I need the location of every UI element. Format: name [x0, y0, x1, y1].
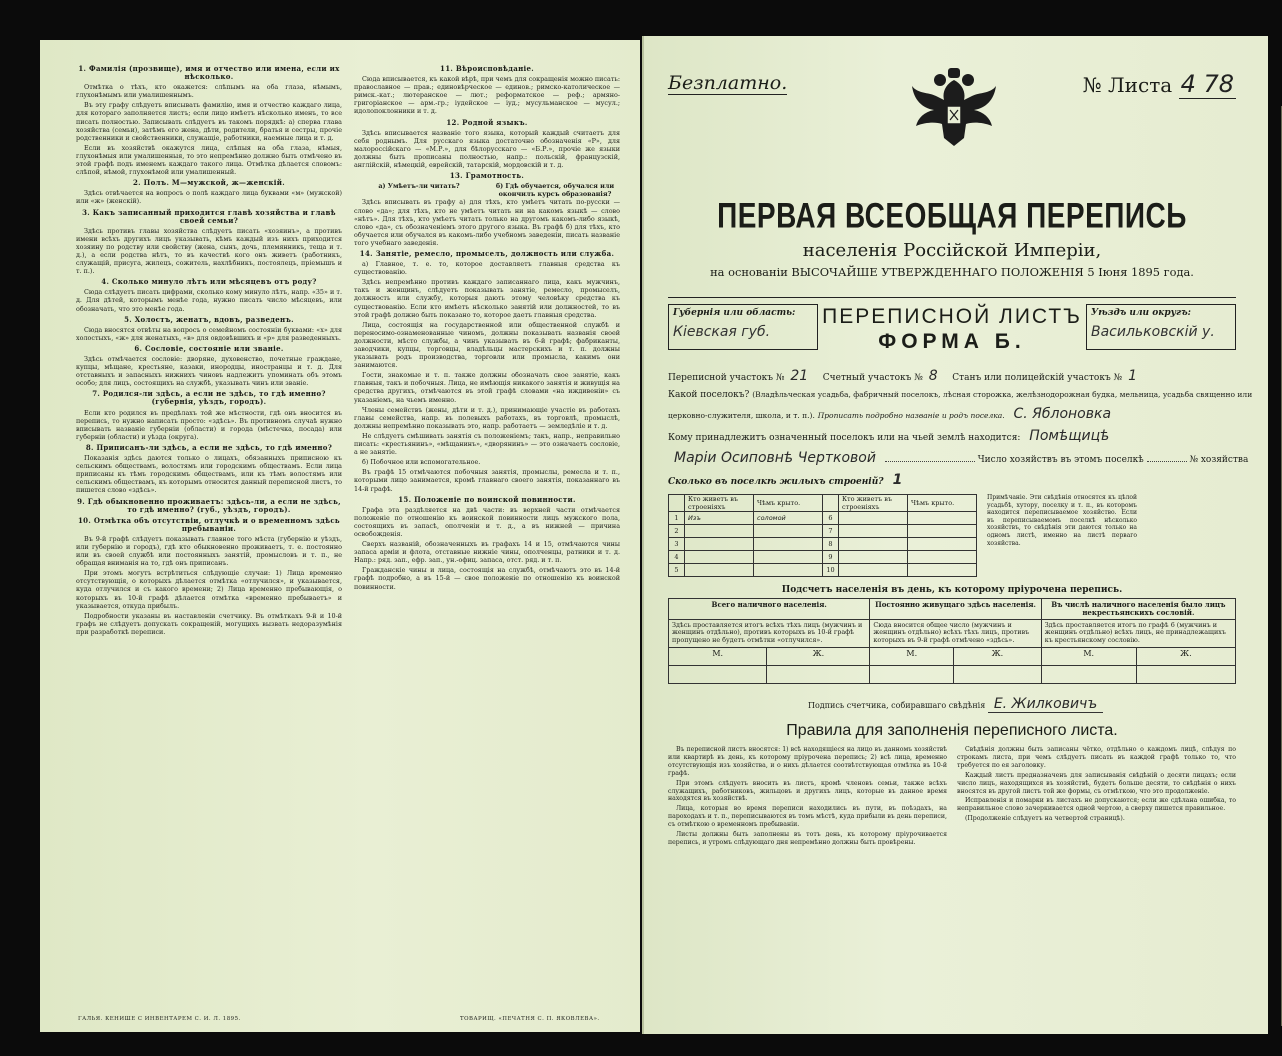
rule-paragraph: При этомъ слѣдуетъ вносить въ листъ, кромѣ членовъ семьи, также всѣхъ служащихъ, работниковъ, жильцовъ и другихъ лицъ, которые въ данное время находятся въ хозяйствѣ. [668, 779, 947, 803]
instruction-paragraph: б) Побочное или вспомогательное. [362, 458, 481, 467]
instruction-heading: 15. Положеніе по воинской повинности. [398, 494, 576, 504]
settlement-label: Какой поселокъ? [668, 390, 750, 400]
house-number: 5 [669, 564, 685, 577]
instruction-paragraph: Здѣсь отвѣчается на вопросъ о полѣ каждаго лица буквами «м» (мужской) или «ж» (женскій). [76, 189, 342, 206]
right-page-census-form [642, 36, 1268, 1034]
owner-row [668, 428, 1236, 444]
instruction-paragraph: Въ эту графу слѣдуетъ вписывать фамилію, имя и отчество каждаго лица, для котораго заполняется листъ; если лицо имѣетъ нѣсколько именъ, то все писать полностью. Записывать слѣдуетъ въ такомъ порядкѣ: а) сперва глава хозяйства (семьи), затѣмъ его жена, дѣти, родители, братья и сестры, прочіе родственники и свойственники, служащіе, работники, наемные лица и т. д. [76, 101, 342, 142]
household-number-label: № хозяйства [1189, 455, 1249, 465]
house-number: 7 [823, 525, 839, 538]
instruction-paragraph: Гости, знакомые и т. п. также должны обозначать свое занятіе, какъ главныя, такъ и побочныя. Лица, не имѣющія никакого занятія и живущія на средства другихъ, отмѣчаются въ этой графѣ словами «на иждивеніи» съ указаніемъ, на чьемъ именно. [354, 371, 620, 404]
printer-footer-left: ГАЛЬЯ. КЕНИШЕ С ИНВЕНТАРЕМ С. И. Л. 1895. [78, 1016, 241, 1022]
census-section-value: 21 [790, 368, 809, 384]
instruction-heading: 11. Вѣроисповѣданіе. [440, 64, 534, 73]
rule-paragraph: Каждый листъ предназначенъ для записыванія свѣдѣній о десяти лицахъ; если число лицъ, находящихся въ хозяйствѣ, будетъ больше десяти, то свѣдѣнія о нихъ вносятся въ другой листъ той же формы, съ отмѣткою, что это продолженіе. [957, 771, 1236, 795]
instruction-subcolumns [354, 182, 620, 198]
divider [668, 297, 1236, 298]
instruction-paragraph: Здѣсь противъ главы хозяйства слѣдуетъ писать «хозяинъ», а противъ имени всѣхъ другихъ лицъ указывать, кѣмъ каждый изъ нихъ приходится хозяину по родству или свойству (жена, сынъ, дочь, племянникъ, теща и т. д.), а если родства нѣтъ, то въ качествѣ кого онъ живетъ (работникъ, служащій, присуга, жилецъ, сожитель, нахлѣбникъ, постоялецъ, пріемышъ и т. п.). [76, 226, 342, 276]
instruction-paragraph: При этомъ могутъ встрѣтиться слѣдующіе случаи: 1) Лица временно отсутствующія, о которыхъ дѣлается отмѣтка «отлучился», и указывается, куда отлучился и съ какого времени; 2) Лица временно пребывающія, о которыхъ въ 10-й графѣ дѣлается отмѣтка «временно пребываетъ» и указывается, откуда прибылъ. [76, 569, 342, 610]
house-who [685, 538, 754, 551]
female-label: Ж. [767, 647, 870, 665]
pop-desc-present: Здѣсь проставляется итогъ всѣхъ тѣхъ лицъ (мужчинъ и женщинъ отдѣльно), противъ которыхъ въ 10-й графѣ пропущено не будетъ отмѣтки «отлучился». [669, 619, 870, 647]
instruction-paragraph: Подробности указаны въ наставленіи счетчику. Въ отмѣткахъ 9-й и 10-й графъ не слѣдуетъ допускать сокращеній, могущихъ вызвать недоразумѣнія при разработкѣ переписи. [76, 611, 342, 636]
form-title-line2: ФОРМА Б. [878, 330, 1026, 353]
pop-header-present: Всего наличного населенія. [669, 599, 870, 620]
population-table [668, 598, 1236, 684]
pop-header-nonpeasant: Въ числѣ наличного населенія было лицъ некрестьянскихъ сословій. [1041, 599, 1235, 620]
house-empty-cell [908, 538, 977, 551]
house-empty-cell [908, 525, 977, 538]
house-empty-cell [908, 564, 977, 577]
district-value: Васильковскій у. [1091, 324, 1215, 340]
house-empty-cell [839, 538, 908, 551]
house-empty-cell [839, 551, 908, 564]
male-label: М. [1041, 647, 1136, 665]
pop-desc-nonpeasant: Здѣсь проставляется итогъ по графѣ 6 (мужчинъ и женщинъ отдѣльно) всѣхъ лицъ, не принадлежащихъ къ крестьянскому сословію. [1041, 619, 1235, 647]
rules-column-2 [957, 746, 1236, 849]
pop-header-resident: Постоянно живущаго здѣсь населенія. [870, 599, 1041, 620]
free-of-charge-label: Безплатно. [668, 72, 788, 94]
instruction-paragraph: Сюда слѣдуетъ писать цифрами, сколько кому минуло лѣтъ, напр. «35» и т. д. Для дѣтей, которымъ менѣе года, нужно писать число мѣсяцевъ, или обозначать, что это менѣе года. [76, 288, 342, 313]
house-number: 3 [669, 538, 685, 551]
houses-note: Примѣчаніе. Эти свѣдѣнія относятся къ цѣлой усадьбѣ, хутору, поселку и т. п., въ которомъ находится переписываемое хозяйство. Если въ переписываемомъ поселкѣ нѣсколько хозяйствъ, то свѣдѣнія эти даются только на одномъ листѣ, именно на листѣ перваго хозяйства. [987, 494, 1137, 547]
instruction-heading: 9. Гдѣ обыкновенно проживаетъ: здѣсь-ли, а если не здѣсь, то гдѣ именно? (губ., уѣздъ, городъ). [77, 496, 341, 514]
census-section-label: Переписной участокъ № [668, 373, 785, 383]
legal-basis: на основаніи ВЫСОЧАЙШЕ УТВЕРЖДЕННАГО ПОЛОЖЕНІЯ 5 Іюня 1895 года. [710, 265, 1194, 279]
instruction-heading: 6. Сословіе, состояніе или званіе. [134, 343, 284, 353]
house-roof [754, 538, 823, 551]
police-section-label: Станъ или полицейскій участокъ № [952, 373, 1123, 383]
instruction-paragraph: а) Главное, т. е. то, которое доставляетъ главныя средства къ существованію. [354, 260, 620, 277]
rule-paragraph: Исправленія и помарки въ листахъ не допускаются; если же сдѣлана ошибка, то неправильное слово зачеркивается одной чертою, а сверху пишется правильное. [957, 797, 1236, 813]
owner-row-2 [668, 450, 1249, 466]
households-label: Число хозяйствъ въ этомъ поселкѣ [977, 455, 1144, 465]
dotted-line [1147, 453, 1187, 462]
signature-row [808, 696, 1236, 712]
house-who [685, 564, 754, 577]
form-title [818, 304, 1086, 354]
male-label: М. [870, 647, 954, 665]
instruction-heading: 4. Сколько минуло лѣтъ или мѣсяцевъ отъ роду? [101, 277, 317, 287]
houses-header-roof: Чѣмъ крыто. [754, 495, 823, 512]
pop-desc-resident: Сюда вносится общее число (мужчинъ и женщинъ отдѣльно) всѣхъ тѣхъ лицъ, противъ которыхъ въ 9-й графѣ отмѣчено «здѣсь». [870, 619, 1041, 647]
house-who [685, 551, 754, 564]
house-empty-cell [839, 564, 908, 577]
rule-paragraph: (Продолженіе слѣдуетъ на четвертой страницѣ). [965, 815, 1125, 823]
house-empty-cell [839, 525, 908, 538]
houses-header-who: Кто живетъ въ строеніяхъ [685, 495, 754, 512]
owner-value-1: Помѣщицѣ [1029, 428, 1110, 444]
house-roof: соломой [754, 512, 823, 525]
instruction-columns [76, 62, 620, 992]
houses-row [669, 512, 977, 525]
house-empty-cell [839, 512, 908, 525]
house-who: Изъ [685, 512, 754, 525]
houses-header-who: Кто живетъ въ строеніяхъ [839, 495, 908, 512]
pop-cell [954, 665, 1042, 683]
houses-row [669, 538, 977, 551]
governorate-label: Губернія или область: [673, 308, 796, 318]
instruction-paragraph: Здѣсь отмѣчается сословіе: дворяне, духовенство, почетные граждане, купцы, мѣщане, крестьяне, казаки, инородцы, иностранцы и т. д. Для отставныхъ и запасныхъ нижнихъ чиновъ надлежитъ упоминать объ этомъ особо; для лицъ, состоящихъ на службѣ, указывать чинъ или званіе. [76, 355, 342, 388]
district-box [1086, 304, 1236, 350]
instruction-paragraph: Графа эта раздѣляется на двѣ части: въ верхней части отмѣчается положеніе по отношенію къ воинской повинности лицъ мужского пола, состоящихъ въ запасѣ, ополченіи и т. д., а въ нижней — причина освобожденія. [354, 505, 620, 538]
settlement-hint-2: церковно-служителя, школа, и т. п.). [668, 411, 815, 420]
instruction-paragraph: Здѣсь непремѣнно противъ каждаго записаннаго лица, какъ мужчинъ, такъ и женщинъ, слѣдуетъ показывать занятіе, ремесло, промыселъ, должность или службу, которыя дають этому человѣку средства къ существованію. Если кто имѣетъ нѣсколько занятій или должностей, то въ этой графѣ должно быть показано то, которое даетъ главныя средства. [354, 278, 620, 319]
houses-table [668, 494, 977, 577]
instruction-paragraph: Сюда вносятся отвѣты на вопросъ о семейномъ состояніи буквами: «х» для холостыхъ, «ж» для женатыхъ, «в» для овдовѣвшихъ и «р» для разведенныхъ. [76, 325, 342, 342]
instruction-paragraph: Показанія здѣсь даются только о лицахъ, обязанныхъ приписною къ сельскимъ обществамъ, волостямъ или городскимъ обществамъ. Если лица приписаны къ тѣмъ городскимъ обществамъ, или къ тѣмъ волостямъ или сельскимъ обществамъ, къ которымъ относится данный переписной листъ, то пишется слово «здѣсь». [76, 454, 342, 495]
houses-row [668, 472, 1236, 488]
instruction-paragraph: Если кто родился въ предѣлахъ той же мѣстности, гдѣ онъ вносится въ перепись, то нужно написать просто: «здѣсь». Въ противномъ случаѣ нужно вписывать названіе губерніи (области) и города (мѣстечка, посада) или губерніи (области) и уѣзда (округа). [76, 408, 342, 441]
house-number: 10 [823, 564, 839, 577]
rules-title: Правила для заполненія переписного листа. [786, 721, 1118, 739]
printer-footer-mid: ТОВАРИЩ. «ПЕЧАТНЯ С. П. ЯКОВЛЕВА». [460, 1016, 600, 1022]
houses-block [668, 494, 1236, 577]
houses-count: 1 [892, 472, 903, 488]
house-number: 9 [823, 551, 839, 564]
page-edge-line [1271, 106, 1282, 1026]
pop-cell [1041, 665, 1136, 683]
house-empty-cell [908, 512, 977, 525]
instruction-heading: 12. Родной языкъ. [446, 117, 528, 127]
instruction-paragraph: Если въ хозяйствѣ окажутся лица, слѣпыя на оба глаза, нѣмыя, глухонѣмыя или умалишенныя, то это непремѣнно должно быть отмѣчено въ этой графѣ подъ именемъ каждаго такого лица. Отмѣтка дѣлается словомъ: слѣпой, нѣмой, глухонѣмой или умалишенный. [76, 143, 342, 177]
instruction-paragraph: Въ графѣ 15 отмѣчаются побочныя занятія, промыслы, ремесла и т. п., которыми лицо занимается, кромѣ главнаго своего занятія, показаннаго въ 14-й графѣ. [354, 468, 620, 493]
house-roof [754, 564, 823, 577]
house-roof [754, 525, 823, 538]
sheet-number [1083, 70, 1236, 98]
houses-header-roof: Чѣмъ крыто. [908, 495, 977, 512]
houses-title: Сколько въ поселкѣ жилыхъ строеній? [668, 477, 884, 487]
rule-paragraph: Лица, которыя во время переписи находились въ пути, въ поѣздахъ, на пароходахъ и т. п., переписываются въ томъ мѣстѣ, куда прибыли въ день переписи, съ отмѣткою о временномъ пребываніи. [668, 805, 947, 829]
dotted-line [885, 453, 975, 462]
houses-row [669, 525, 977, 538]
pop-cell [1136, 665, 1235, 683]
house-empty-cell [908, 551, 977, 564]
pop-cell [870, 665, 954, 683]
instructions-column-2 [354, 62, 620, 992]
house-number: 1 [669, 512, 685, 525]
sheet-number-value: 4 78 [1180, 70, 1234, 98]
house-who [685, 525, 754, 538]
signature-label: Подпись счетчика, собиравшаго свѣдѣнія [808, 700, 986, 710]
instruction-heading: 8. Приписанъ-ли здѣсь, а если не здѣсь, то гдѣ именно? [85, 442, 333, 452]
district-label: Уѣздъ или округъ: [1091, 308, 1191, 318]
female-label: Ж. [1136, 647, 1235, 665]
instruction-heading: 13. Грамотность. [449, 171, 525, 181]
instructions-column-1 [76, 62, 342, 992]
pop-cell [767, 665, 870, 683]
signature-value: Е. Жилковичъ [988, 696, 1103, 713]
population-title: Подсчетъ населенія въ день, къ которому пріурочена перепись. [781, 585, 1123, 595]
houses-header [669, 495, 977, 512]
houses-row [669, 564, 977, 577]
instruction-heading: 14. Занятіе, ремесло, промыселъ, должность или служба. [359, 248, 615, 258]
houses-header-num [669, 495, 685, 512]
instruction-heading: 2. Полъ. М—мужской, ж—женскій. [133, 178, 285, 188]
instruction-paragraph: Здѣсь вписывается названіе того языка, который каждый считаетъ для себя роднымъ. Для русскаго языка достаточно обозначенія «Р», для малороссійскаго — «М.Р.», для бѣлорусскаго — «Б.Р.», прочіе же языки должны быть прописаны полностью, напр.: польскій, французскій, англійскій, нѣмецкій, еврейскій, татарскій, мордовскій и т. д. [354, 128, 620, 170]
instruction-paragraph: Не слѣдуетъ смѣшивать занятія съ положеніемъ; такъ, напр., неправильно писать: «крестьянинъ», «мѣщанинъ», «дворянинъ» — это означаетъ сословіе, а не занятіе. [354, 431, 620, 457]
settlement-hint: (Владѣльческая усадьба, фабричный поселокъ, лѣсная сторожка, желѣзнодорожная будка, мельница, усадьба священно или [752, 390, 1253, 399]
instruction-paragraph: Сюда вписывается, къ какой вѣрѣ, при чемъ для сокращенія можно писать: православное — прав.; единовѣрческое — единов.; римско-католическое — римск.-кат.; лютеранское — лют.; реформатское — реф.; армяно-григоріанское — арм.-гр.; іудейское — іуд.; мусульманское — мусул.; идолопоклонники и т. д. [354, 75, 620, 116]
region-block [668, 304, 1236, 362]
governorate-box [668, 304, 818, 350]
instruction-paragraph: Члены семействъ (жены, дѣти и т. д.), принимающіе участіе въ работахъ главы семейства, напр. въ полевыхъ работахъ, въ торговлѣ, промыслѣ, должны непремѣнно показывать это, напр. работаетъ — земледѣліе и т. д. [354, 405, 620, 430]
rule-paragraph: Въ переписной листъ вносятся: 1) всѣ находящіеся на лицо въ данномъ хозяйствѣ или квартирѣ въ день, къ которому пріурочена перепись; 2) всѣ лица, временно отсутствующія изъ хозяйства, и о нихъ дѣлается соотвѣтствующая отмѣтка въ 10-й графѣ. [668, 745, 947, 777]
rule-paragraph: Свѣдѣнія должны быть записаны чётко, отдѣльно о каждомъ лицѣ, слѣдуя по строкамъ листа, при чемъ слѣдуетъ писать въ каждой графѣ только то, что требуется по ея заголовку. [957, 745, 1236, 769]
rule-paragraph: Листы должны быть заполнены въ тотъ день, къ которому пріурочивается перепись, и утромъ слѣдующаго дня непремѣнно должны быть провѣрены. [668, 831, 947, 846]
settlement-value: С. Яблоновка [1013, 406, 1112, 422]
houses-row [669, 551, 977, 564]
settlement-row [668, 390, 1253, 400]
female-label: Ж. [954, 647, 1042, 665]
male-label: М. [669, 647, 767, 665]
house-number: 4 [669, 551, 685, 564]
instruction-subheading: б) Гдѣ обучается, обучался или окончилъ курсъ образованія? [495, 182, 615, 199]
house-number: 8 [823, 538, 839, 551]
instruction-subheading: а) Умѣетъ-ли читать? [378, 182, 460, 191]
census-section-row [668, 368, 1236, 384]
census-title: ПЕРВАЯ ВСЕОБЩАЯ ПЕРЕПИСЬ [717, 196, 1187, 235]
instruction-paragraph: Сверхъ названій, обозначенныхъ въ графахъ 14 и 15, отмѣчаются чины запаса арміи и флота, отставные нижніе чины, ополченцы, ратники и т. д. Напр.: ряд. зап., ефр. зап., ун.-офиц. запаса, отст. ряд. и т. п. [354, 540, 620, 565]
instruction-heading: 7. Родился-ли здѣсь, а если не здѣсь, то гдѣ именно? (губернія, уѣздъ, городъ). [92, 389, 326, 407]
left-page-instructions [40, 40, 640, 1032]
instruction-heading: 3. Какъ записанный приходится главѣ хозяйства и главѣ своей семьи? [82, 207, 336, 225]
pop-cell [669, 665, 767, 683]
house-number: 2 [669, 525, 685, 538]
settlement-hint-3: Прописать подробно названіе и родъ поселка. [817, 411, 1005, 420]
instruction-paragraph: Въ 9-й графѣ слѣдуетъ показывать главное того мѣста (губернію и уѣздъ, или губернію и городъ), гдѣ кто обыкновенно проживаетъ, т. е. постоянно или въ своей службѣ или постоянныхъ занятій, промысловъ и т. п., не обращая вниманія на то, гдѣ онъ приписанъ. [76, 534, 342, 568]
rules-text [668, 746, 1236, 849]
double-headed-eagle-emblem [906, 66, 1002, 154]
count-section-value: 8 [928, 368, 938, 384]
instruction-paragraph: Здѣсь вписывать въ графу а) для тѣхъ, кто умѣетъ читать по-русски — слово «да»; для тѣхъ, кто не умѣетъ читать ни на какомъ языкѣ — слово «нѣтъ». Для тѣхъ, кто умѣетъ читать только на другомъ какомъ-либо языкѣ, слово «да», съ обозначеніемъ этого другого языка. Въ графѣ б) для тѣхъ, кто обучается или обучался въ какомъ-либо учебномъ заведеніи, писать названіе того учебнаго заведенія. [354, 198, 620, 247]
instruction-heading: 10. Отмѣтка объ отсутствіи, отлучкѣ и о временномъ здѣсь пребываніи. [78, 515, 340, 533]
instruction-heading: 5. Холостъ, женатъ, вдовъ, разведенъ. [124, 314, 294, 324]
census-subtitle: населенія Россійской Имперіи, [802, 240, 1102, 261]
rules-column-1 [668, 746, 947, 849]
house-number: 6 [823, 512, 839, 525]
owner-value-2: Маріи Осиповнѣ Чертковой [674, 450, 876, 466]
instruction-paragraph: Лица, состоящія на государственной или общественной службѣ и переносимо-ознаменованные чиномъ, должны показывать названія своей должности, мѣсто службы, а чинъ указывать въ 6-й графѣ; фабриканты, заводчики, купцы, торговцы, владѣльцы мастерскихъ и т. п. должны указывать родъ производства, торговли или промысла, какимъ они занимаются. [354, 320, 620, 370]
instruction-paragraph: Гражданскіе чины и лица, состоящія на службѣ, отмѣчаютъ это въ 14-й графѣ подробно, а въ 15-й — свое положеніе по отношенію къ воинской повинности. [354, 566, 620, 591]
sheet-number-label: № Листа [1082, 73, 1173, 97]
governorate-value: Кіевская губ. [673, 324, 771, 340]
count-section-label: Счетный участокъ № [822, 373, 923, 383]
form-title-line1: ПЕРЕПИСНОЙ ЛИСТЪ [822, 305, 1082, 328]
houses-header-num [823, 495, 839, 512]
instruction-paragraph: Отмѣтка о тѣхъ, кто окажется: слѣпымъ на оба глаза, нѣмымъ, глухонѣмымъ или умалишеннымъ. [76, 83, 342, 100]
police-section-value: 1 [1128, 368, 1137, 384]
house-roof [754, 551, 823, 564]
instruction-heading: 1. Фамилія (прозвище), имя и отчество или имена, если их нѣсколько. [78, 64, 340, 82]
settlement-row-2 [668, 406, 1236, 422]
owner-label: Кому принадлежитъ означенный поселокъ или на чьей землѣ находится: [668, 433, 1021, 443]
